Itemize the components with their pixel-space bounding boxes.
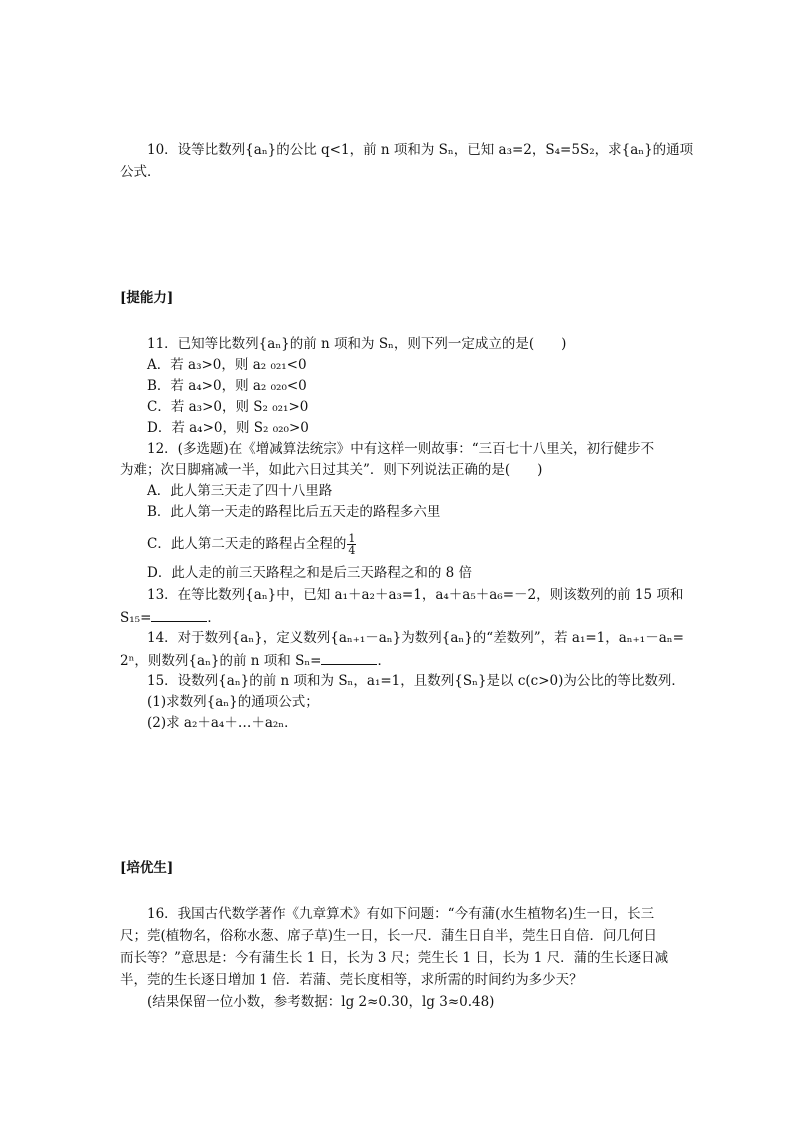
q11-option-b: B．若 a₄>0，则 a₂ ₀₂₀<0 bbox=[147, 378, 307, 394]
q16-note: (结果保留一位小数，参考数据：lg 2≈0.30，lg 3≈0.48) bbox=[147, 994, 495, 1010]
q12-line2: 为难；次日脚痛减一半，如此六日过其关”．则下列说法正确的是( ) bbox=[120, 462, 543, 478]
q12-option-b: B．此人第一天走的路程比后五天走的路程多六里 bbox=[147, 504, 441, 520]
q13-line2-prefix: S₁₅= bbox=[120, 610, 152, 626]
fraction-one-quarter bbox=[347, 533, 356, 556]
section-improve-heading: [提能力] bbox=[120, 290, 174, 306]
q16-line2: 尺；莞(植物名，俗称水葱、席子草)生一日，长一尺．蒲生日自半，莞生日自倍．问几何日 bbox=[120, 928, 658, 944]
answer-blank bbox=[321, 650, 377, 665]
q15-part1: (1)求数列{aₙ}的通项公式； bbox=[147, 694, 319, 710]
q16-line3: 而长等？”意思是：今有蒲生长 1 日，长为 3 尺；莞生长 1 日，长为 1 尺．蒲的生长逐日减 bbox=[120, 950, 669, 966]
q14-line2 bbox=[120, 650, 391, 671]
q12-line1: 12．(多选题)在《增减算法统宗》中有这样一则故事：“三百七十八里关，初行健步不 bbox=[147, 441, 655, 457]
fraction-denominator: 4 bbox=[348, 544, 356, 557]
q13-line2 bbox=[120, 607, 221, 628]
q12-option-c bbox=[147, 533, 356, 556]
q11-option-d: D．若 a₄>0，则 S₂ ₀₂₀>0 bbox=[147, 420, 309, 436]
q14-line2-prefix: 2ⁿ，则数列{aₙ}的前 n 项和 Sₙ= bbox=[120, 653, 322, 669]
fraction-numerator: 1 bbox=[348, 532, 356, 545]
q12-option-d: D．此人走的前三天路程之和是后三天路程之和的 8 倍 bbox=[147, 565, 472, 581]
section-excel-heading: [培优生] bbox=[120, 860, 174, 876]
q13-line1: 13．在等比数列{aₙ}中，已知 a₁＋a₂＋a₃=1，a₄＋a₅＋a₆=－2，则该数列的前 15 项和 bbox=[147, 587, 684, 603]
q14-line1: 14．对于数列{aₙ}，定义数列{aₙ₊₁－aₙ}为数列{aₙ}的“差数列”，若 a₁=1，aₙ₊₁－aₙ= bbox=[147, 630, 684, 646]
q12-option-c-text: C．此人第二天走的路程占全程的 bbox=[147, 536, 347, 552]
q15-line1: 15．设数列{aₙ}的前 n 项和为 Sₙ，a₁=1，且数列{Sₙ}是以 c(c>0)为公比的等比数列． bbox=[147, 673, 685, 689]
q10-line1: 10．设等比数列{aₙ}的公比 q<1，前 n 项和为 Sₙ，已知 a₃=2，S₄=5S₂，求{aₙ}的通项 bbox=[147, 142, 694, 158]
q11-stem: 11．已知等比数列{aₙ}的前 n 项和为 Sₙ，则下列一定成立的是( ) bbox=[147, 336, 567, 352]
q11-option-c: C．若 a₃>0，则 S₂ ₀₂₁>0 bbox=[147, 399, 309, 415]
q16-line1: 16．我国古代数学著作《九章算术》有如下问题：“今有蒲(水生植物名)生一日，长三 bbox=[147, 906, 655, 922]
q13-line2-suffix: ． bbox=[207, 610, 221, 626]
q15-part2: (2)求 a₂＋a₄＋…＋a₂ₙ． bbox=[147, 715, 298, 731]
q12-option-a: A．此人第三天走了四十八里路 bbox=[147, 483, 333, 499]
q10-line2: 公式． bbox=[120, 164, 161, 180]
q14-line2-suffix: ． bbox=[377, 653, 391, 669]
answer-blank bbox=[151, 607, 207, 622]
q16-line4: 半，莞的生长逐日增加 1 倍．若蒲、莞长度相等，求所需的时间约为多少天？ bbox=[120, 972, 583, 988]
q11-option-a: A．若 a₃>0，则 a₂ ₀₂₁<0 bbox=[147, 357, 307, 373]
